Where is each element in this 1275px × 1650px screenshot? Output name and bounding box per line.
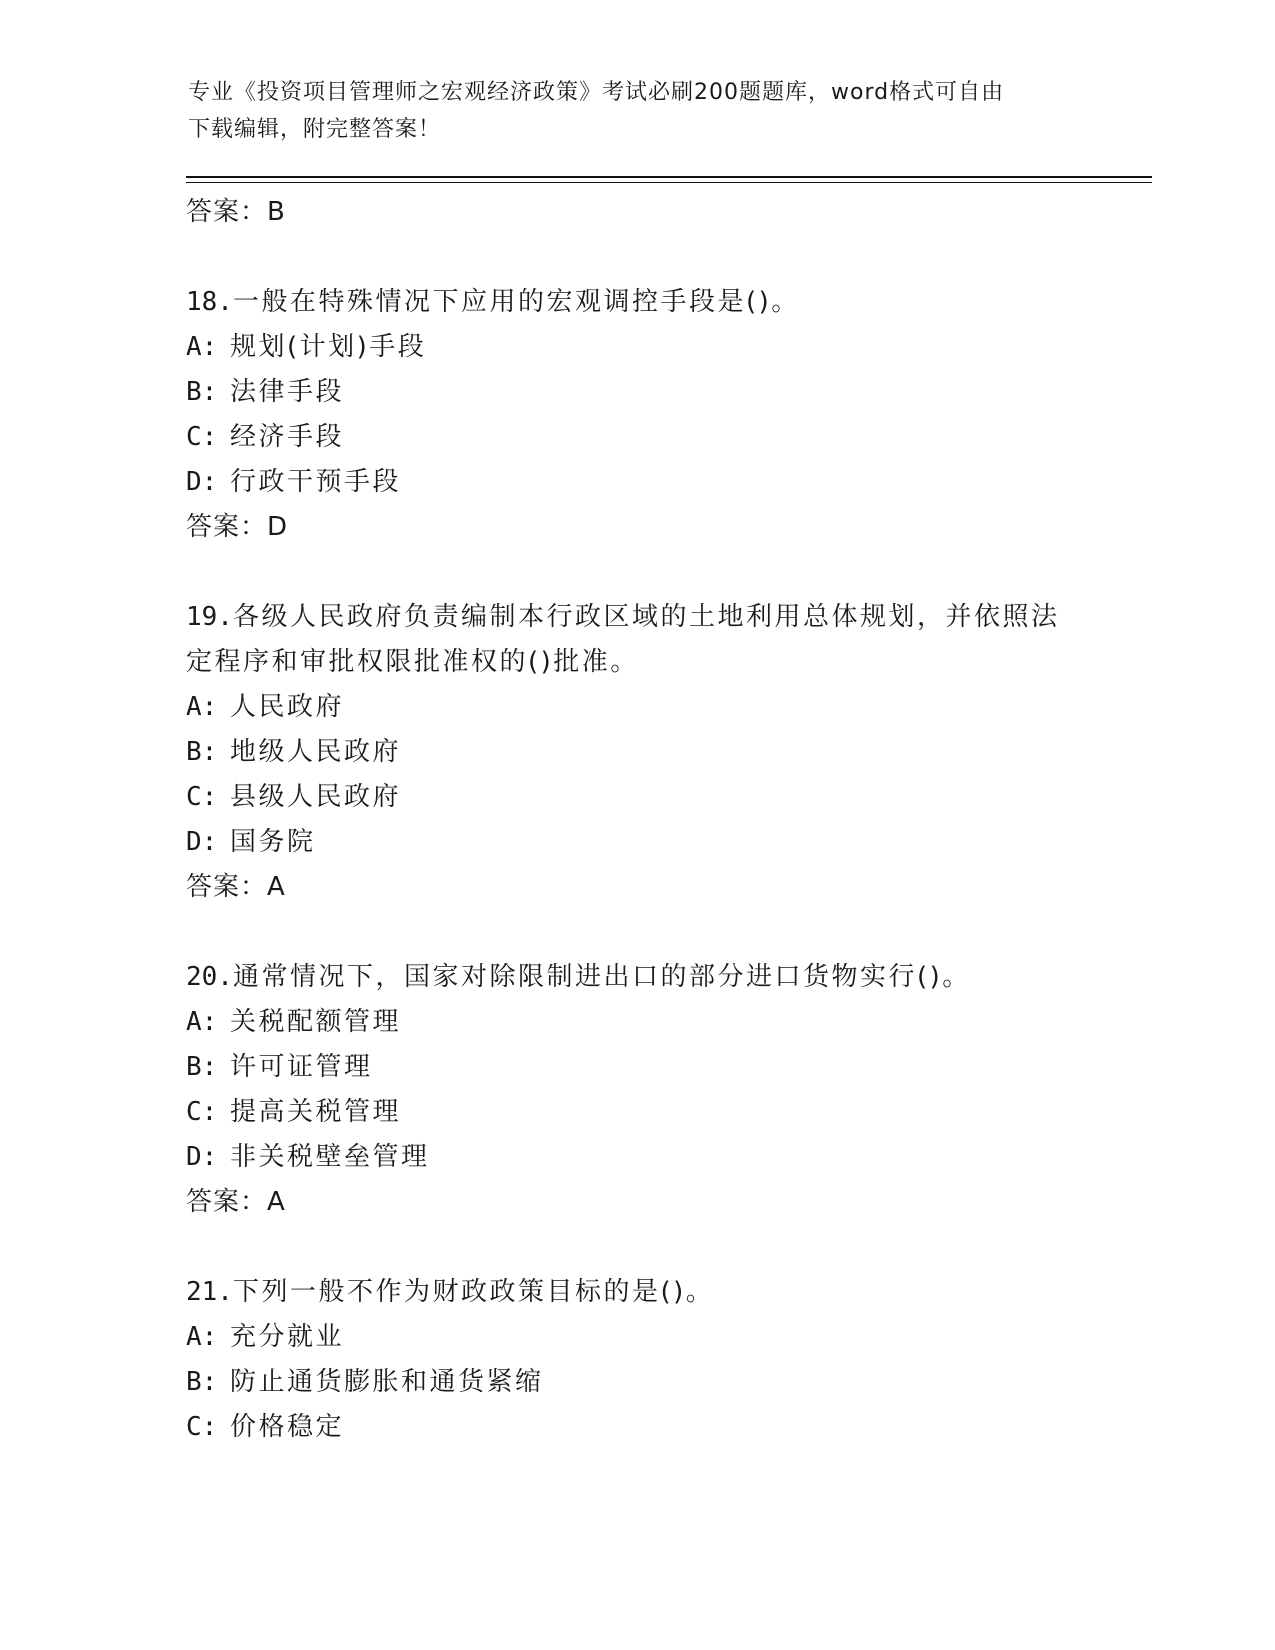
answer-line: 答案：D <box>186 512 289 542</box>
question-21 <box>186 1270 1086 1450</box>
question-text-line: 下列一般不作为财政政策目标的是()。 <box>232 1277 715 1307</box>
option-text: 规划(计划)手段 <box>230 332 427 362</box>
option-letter: A: <box>186 692 218 722</box>
option-letter: C: <box>186 422 218 452</box>
question-19 <box>186 595 1086 909</box>
option-letter: C: <box>186 1097 218 1127</box>
question-text <box>186 595 1086 640</box>
option-text: 关税配额管理 <box>230 1007 402 1037</box>
question-number: 18. <box>186 287 233 317</box>
option-letter: B: <box>186 377 218 407</box>
question-text <box>186 955 1086 1000</box>
option-d <box>186 820 1086 865</box>
option-letter: D: <box>186 827 218 857</box>
option-text: 国务院 <box>230 827 316 857</box>
option-letter: B: <box>186 1367 218 1397</box>
option-b <box>186 370 1086 415</box>
option-text: 人民政府 <box>230 692 345 722</box>
option-letter: A: <box>186 1322 218 1352</box>
question-number: 19. <box>186 602 233 632</box>
option-letter: D: <box>186 467 218 497</box>
option-letter: C: <box>186 782 218 812</box>
option-a <box>186 325 1086 370</box>
option-text: 非关税壁垒管理 <box>230 1142 430 1172</box>
option-b <box>186 730 1086 775</box>
option-text: 提高关税管理 <box>230 1097 402 1127</box>
option-text: 县级人民政府 <box>230 782 402 812</box>
option-c <box>186 775 1086 820</box>
option-c <box>186 1405 1086 1450</box>
option-text: 经济手段 <box>230 422 345 452</box>
question-text <box>186 280 1086 325</box>
answer-line: 答案：A <box>186 1187 286 1217</box>
option-text: 许可证管理 <box>230 1052 373 1082</box>
page-header <box>188 74 1068 148</box>
header-line-2: 下载编辑，附完整答案！ <box>188 117 442 142</box>
option-b <box>186 1045 1086 1090</box>
question-text <box>186 1270 1086 1315</box>
header-divider-thick <box>186 176 1152 178</box>
question-text-continued: 定程序和审批权限批准权的()批准。 <box>186 647 639 677</box>
option-text: 价格稳定 <box>230 1412 345 1442</box>
option-text: 地级人民政府 <box>230 737 402 767</box>
answer-line: 答案：B <box>186 197 286 227</box>
option-letter: A: <box>186 332 218 362</box>
question-text-line: 通常情况下，国家对除限制进出口的部分进口货物实行()。 <box>232 962 971 992</box>
option-c <box>186 415 1086 460</box>
question-number: 20. <box>186 962 233 992</box>
question-text-line: 各级人民政府负责编制本行政区域的土地利用总体规划，并依照法 <box>232 602 1060 632</box>
option-letter: C: <box>186 1412 218 1442</box>
option-text: 法律手段 <box>230 377 345 407</box>
header-line-1: 专业《投资项目管理师之宏观经济政策》考试必刷200题题库，word格式可自由 <box>188 80 1005 105</box>
option-d <box>186 460 1086 505</box>
option-a <box>186 1315 1086 1360</box>
option-letter: D: <box>186 1142 218 1172</box>
question-text-line: 一般在特殊情况下应用的宏观调控手段是()。 <box>232 287 800 317</box>
question-number: 21. <box>186 1277 233 1307</box>
option-a <box>186 1000 1086 1045</box>
option-text: 行政干预手段 <box>230 467 402 497</box>
option-a <box>186 685 1086 730</box>
question-18 <box>186 280 1086 549</box>
option-c <box>186 1090 1086 1135</box>
question-list <box>186 190 1086 1450</box>
question-20 <box>186 955 1086 1224</box>
option-letter: B: <box>186 737 218 767</box>
option-letter: A: <box>186 1007 218 1037</box>
option-letter: B: <box>186 1052 218 1082</box>
option-text: 防止通货膨胀和通货紧缩 <box>230 1367 544 1397</box>
answer-line: 答案：A <box>186 872 286 902</box>
option-text: 充分就业 <box>230 1322 345 1352</box>
option-b <box>186 1360 1086 1405</box>
header-divider-thin <box>186 182 1152 183</box>
option-d <box>186 1135 1086 1180</box>
